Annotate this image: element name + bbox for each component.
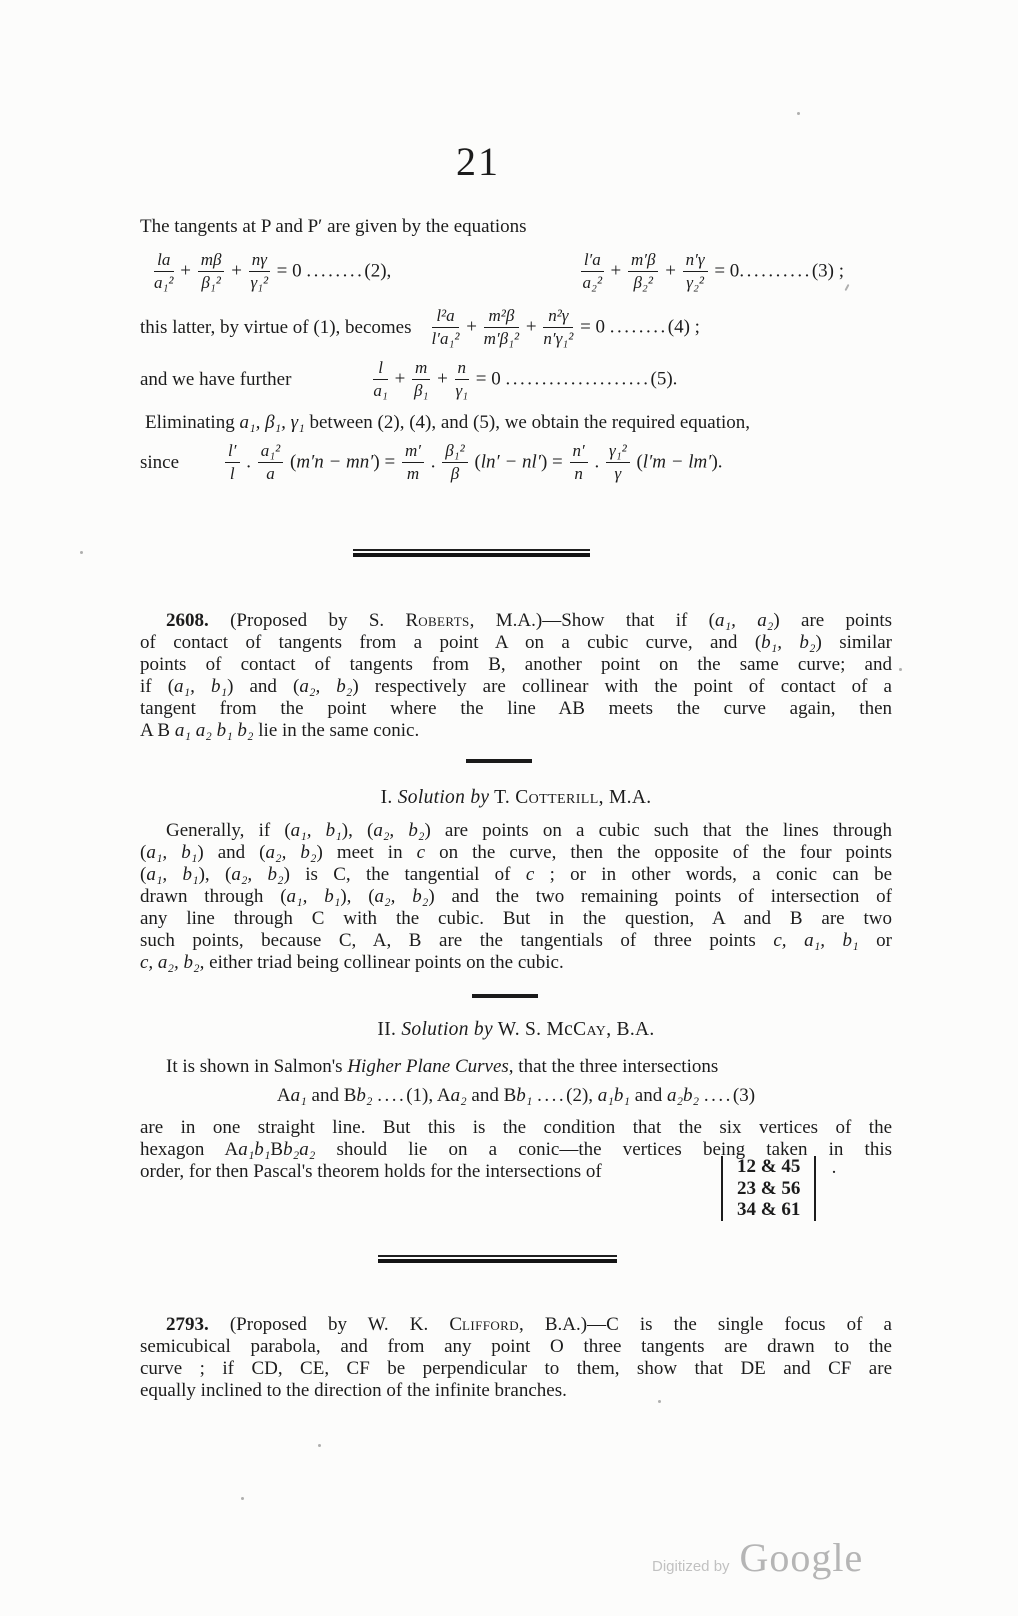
- text-line: 2793. (Proposed by W. K. Clifford, B.A.)—C is the single focus of a: [166, 1314, 892, 1335]
- solution-2-heading: II. Solution by W. S. McCay, B.A.: [377, 1019, 655, 1040]
- solution-1-paragraph: [140, 820, 892, 974]
- pairs-row: 34 & 61: [737, 1199, 801, 1220]
- text-line: c, a₂, b₂, either triad being collinear points on the cubic.: [140, 952, 564, 973]
- since-equation: $\frac{l'}{l}$ . $\frac{\text{a₁²}}{a}$ (m′n − mn′) = $\frac{m'}{m}$ . $\frac{\text{β₁²}}{\beta}$ (ln′ − nl′) = $\frac{n'}{n}$ . $\frac{\text{γ₁²}}{\gamma}$ (l′m − lm′).: [223, 442, 722, 484]
- pascal-pairs-table: [721, 1156, 837, 1221]
- scan-speck: [80, 551, 83, 554]
- text-line: hexagon Aa₁b₁Bb₂a₂ should lie on a conic—the vertices being taken in this: [140, 1139, 892, 1160]
- text-line: are in one straight line. But this is the condition that the six vertices of the: [140, 1117, 892, 1138]
- pairs-period: .: [831, 1157, 837, 1178]
- text-line: such points, because C, A, B are the tangentials of three points c, a₁, b₁ or: [140, 930, 892, 951]
- problem-2608-paragraph: [140, 610, 892, 742]
- text-line: tangent from the point where the line AB meets the curve again, then: [140, 698, 892, 719]
- scan-speck: [797, 112, 800, 115]
- text-line: drawn through (a₁, b₁), (a₂, b₂) and the two remaining points of intersection of: [140, 886, 893, 907]
- pairs-column: [721, 1156, 816, 1221]
- text-line: order, for then Pascal's theorem holds for the intersections of: [140, 1161, 602, 1182]
- separator-rule-1: [353, 549, 590, 557]
- text-line: A B a₁ a₂ b₁ b₂ lie in the same conic.: [140, 720, 420, 741]
- eliminating-line: Eliminating a₁, β₁, γ₁ between (2), (4), and (5), we obtain the required equation,: [145, 412, 751, 433]
- text-line: any line through C with the cubic. But in the question, A and B are two: [140, 908, 892, 929]
- google-watermark: [652, 1534, 863, 1581]
- intersections-line: Aa₁ and Bb₂ ....(1), Aa₂ and Bb₁ ....(2), a₁b₁ and a₂b₂ ....(3): [276, 1085, 756, 1106]
- scan-speck: [318, 1444, 321, 1447]
- equation-4-label: this latter, by virtue of (1), becomes: [140, 317, 412, 338]
- text-line: (a₁, b₁), (a₂, b₂) is C, the tangential of c ; or in other words, a conic can be: [140, 864, 893, 885]
- google-logo: Google: [739, 1535, 864, 1580]
- equation-row-4: [140, 299, 892, 357]
- equation-5-label: and we have further: [140, 369, 292, 390]
- pairs-row: 23 & 56: [737, 1177, 801, 1199]
- page-number: 21: [456, 139, 500, 184]
- equation-5: $\frac{l}{\text{a₁}}$ + $\frac{m}{\text{β₁}}$ + $\frac{n}{\text{γ₁}}$ = 0 ....................(5).: [373, 357, 678, 400]
- since-row: [140, 436, 892, 490]
- equation-row-2-3: [152, 246, 844, 298]
- scan-speck: [844, 284, 849, 291]
- separator-rule-2: [378, 1255, 617, 1263]
- scan-speck: [241, 1497, 244, 1500]
- text-line: curve ; if CD, CE, CF be perpendicular to them, show that DE and CF are: [140, 1358, 892, 1379]
- text-line: Generally, if (a₁, b₁), (a₂, b₂) are points on a cubic such that the lines through: [166, 820, 892, 841]
- text-line: if (a₁, b₁) and (a₂, b₂) respectively are collinear with the point of contact of a: [140, 676, 892, 697]
- pairs-row: 12 & 45: [737, 1156, 801, 1177]
- solution-1-heading: I. Solution by T. Cotterill, M.A.: [380, 787, 652, 808]
- salmon-line: It is shown in Salmon's Higher Plane Curves, that the three intersections: [166, 1056, 719, 1077]
- text-line: of contact of tangents from a point A on a cubic curve, and (b₁, b₂) similar: [140, 632, 892, 653]
- section-rule-1: [466, 759, 532, 763]
- intro-line: The tangents at P and P′ are given by the equations: [140, 216, 527, 237]
- section-rule-2: [472, 994, 538, 998]
- equation-row-5: [140, 356, 892, 404]
- problem-2793-paragraph: [140, 1314, 892, 1402]
- digitized-by-label: Digitized by: [652, 1558, 730, 1575]
- equation-2: $\frac{la}{\text{a₁²}}$ + $\frac{m\beta}{\text{β₁²}}$ + $\frac{n\gamma}{\text{γ₁²}}$ = 0 ........(2),: [154, 249, 392, 292]
- equation-4: $\frac{\text{l²a}}{\text{l′a₁²}}$ + $\frac{\text{m²β}}{\text{m′β₁²}}$ + $\frac{\text{n²γ}}{\text{n′γ₁²}}$ = 0 ........(4) ;: [431, 305, 700, 348]
- scan-speck: [658, 1400, 661, 1403]
- equation-3: $\frac{l'a}{\text{a₂²}}$ + $\frac{m'\beta}{\text{β₂²}}$ + $\frac{n'\gamma}{\text{γ₂²}}$ = 0..........(3) ;: [582, 249, 844, 292]
- text-line: equally inclined to the direction of the infinite branches.: [140, 1380, 567, 1401]
- since-label: since: [140, 452, 180, 473]
- text-line: points of contact of tangents from B, another point on the same curve; and: [140, 654, 892, 675]
- text-line: (a₁, b₁) and (a₂, b₂) meet in c on the curve, then the opposite of the four points: [140, 842, 893, 863]
- text-line: semicubical parabola, and from any point O three tangents are drawn to the: [140, 1336, 892, 1357]
- scan-speck: [899, 668, 902, 671]
- text-line: 2608. (Proposed by S. Roberts, M.A.)—Show that if (a₁, a₂) are points: [166, 610, 893, 631]
